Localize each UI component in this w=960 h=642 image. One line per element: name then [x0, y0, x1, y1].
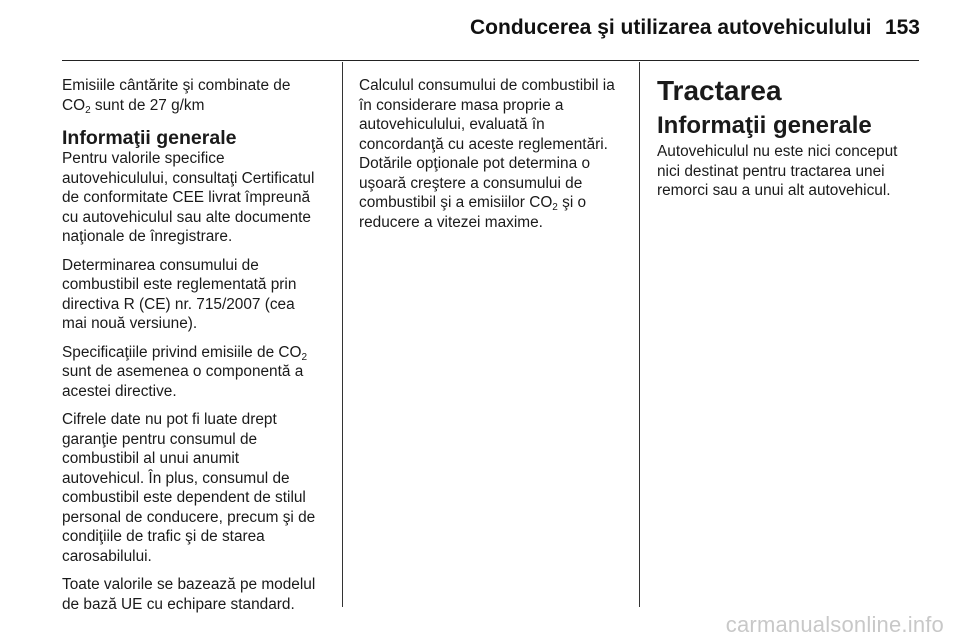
text-line [62, 343, 332, 363]
text-line: acestei directive. [62, 382, 177, 400]
text-line: Calculul consumului de combustibil ia [359, 77, 615, 94]
page-header-title: Conducerea şi utilizarea autovehiculului [470, 16, 872, 39]
column-2 [359, 76, 627, 241]
column-3 [657, 76, 919, 210]
text-line: de bază UE cu echipare standard. [62, 595, 295, 613]
text-line: naţionale de înregistrare. [62, 228, 233, 245]
text-line: directiva R (CE) nr. 715/2007 (cea [62, 295, 295, 313]
emissions-co-text: combustibil şi a emisiilor CO [359, 194, 553, 211]
text-line: sunt de asemenea o componentă a [62, 363, 304, 380]
text-line: combustibil este dependent de stilul [62, 489, 306, 506]
text-line: autovehiculului, consultaţi Certificatul [62, 169, 315, 187]
text-line: nici destinat pentru tractarea unei [657, 162, 885, 180]
column-divider-1 [342, 62, 343, 607]
text-line: combustibil este reglementată prin [62, 276, 297, 293]
text-line [62, 96, 332, 116]
text-line: reducere a vitezei maxime. [359, 213, 543, 231]
text-line: cu autovehiculul sau alte documente [62, 208, 311, 226]
emissions-paragraph [62, 76, 332, 115]
paragraph-co2-specs [62, 343, 332, 402]
text-line: condiţiile de trafic şi de starea [62, 528, 265, 545]
text-fragment: şi o [557, 194, 587, 211]
paragraph-directive [62, 256, 332, 334]
co2-spec-text: Specificaţiile privind emisiile de CO [62, 343, 302, 361]
text-line: Emisiile cântărite şi combinate de [62, 77, 291, 94]
text-line: autovehicul. În plus, consumul de [62, 469, 290, 487]
section-heading-general-info: Informaţii generale [62, 127, 237, 149]
text-line: Pentru valorile specifice [62, 150, 225, 167]
text-line: Toate valorile se bazează pe modelul [62, 576, 316, 593]
text-line: carosabilului. [62, 547, 152, 565]
text-line: combustibil al unui anumit [62, 450, 240, 467]
page-number: 153 [884, 16, 920, 39]
text-line: Cifrele date nu pot fi luate drept [62, 411, 277, 428]
text-line: în considerare masa proprie a [359, 96, 564, 114]
paragraph-calculation [359, 76, 627, 232]
paragraph-towing [657, 142, 919, 201]
text-line: mai nouă versiune). [62, 315, 198, 332]
text-line: autovehiculului, evaluată în [359, 116, 545, 133]
text-line: remorci sau a unui alt autovehicul. [657, 182, 891, 199]
paragraph-eu-model [62, 575, 332, 614]
column-1 [62, 76, 332, 623]
paragraph-certificate [62, 149, 332, 247]
text-line [359, 193, 627, 213]
text-line: de conformitate CEE livrat împreună [62, 189, 311, 206]
section-title-towing: Tractarea [657, 75, 782, 106]
text-line: Dotările opţionale pot determina o [359, 155, 591, 172]
subscript: 2 [301, 351, 308, 363]
column-divider-2 [639, 62, 640, 607]
text-line: uşoară creştere a consumului de [359, 174, 583, 192]
text-line: garanţie pentru consumul de [62, 430, 258, 448]
subscript: 2 [85, 104, 91, 116]
subscript: 2 [552, 202, 558, 213]
header-rule [62, 60, 919, 61]
text-line: concordanţă cu aceste reglementări. [359, 135, 608, 153]
text-line: Autovehiculul nu este nici conceput [657, 143, 898, 160]
section-heading-general-info: Informaţii generale [657, 112, 872, 139]
emissions-value: sunt de 27 g/km [90, 96, 205, 114]
paragraph-guarantee [62, 410, 332, 566]
text-line: Determinarea consumului de [62, 256, 259, 274]
text-line: personal de conducere, precum şi de [62, 508, 316, 526]
co-text: CO [62, 96, 86, 114]
watermark: carmanualsonline.info [725, 612, 944, 637]
